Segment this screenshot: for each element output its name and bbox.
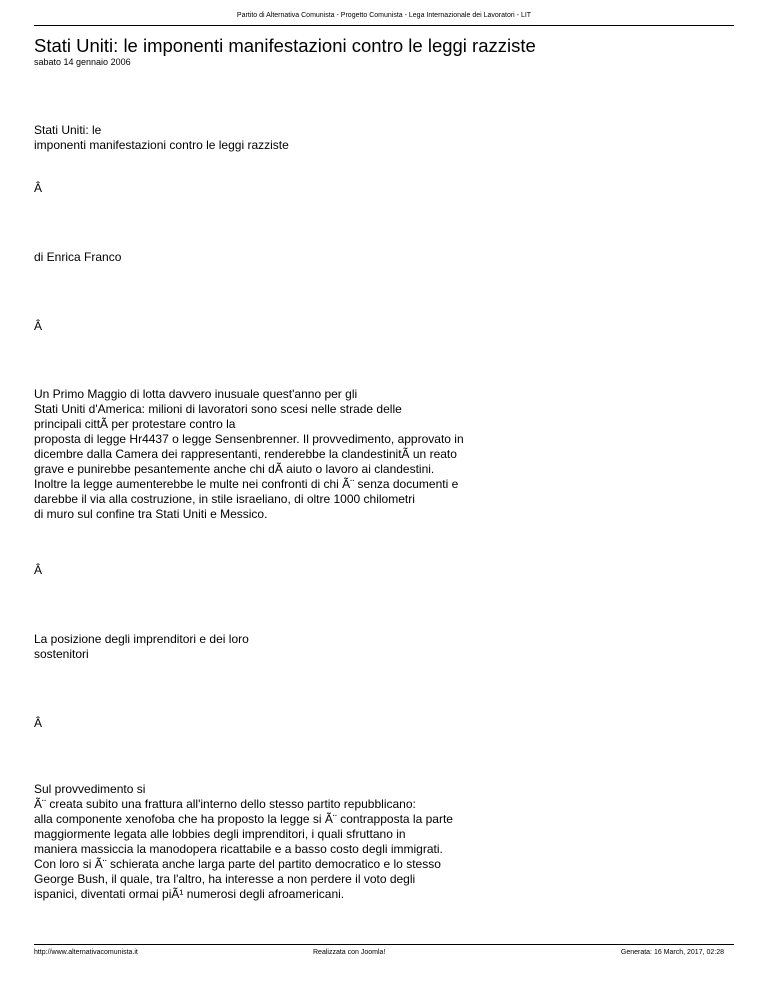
subtitle-line: Stati Uniti: le — [34, 123, 102, 137]
subtitle-line: imponenti manifestazioni contro le leggi razziste — [34, 138, 289, 152]
text-line: Sul provvedimento si — [34, 782, 146, 796]
text-line: Un Primo Maggio di lotta davvero inusuale quest'anno per gli — [34, 387, 358, 401]
text-line: maniera massiccia la manodopera ricattabile e a basso costo degli immigrati. — [34, 842, 443, 856]
text-line: proposta di legge Hr4437 o legge Sensenbrenner. Il provvedimento, approvato in — [34, 432, 464, 446]
text-line: maggiormente legata alle lobbies degli imprenditori, i quali sfruttano in — [34, 827, 406, 841]
text-line: dicembre dalla Camera dei rappresentanti, renderebbe la clandestinitÃ un reato — [34, 447, 457, 461]
footer-divider — [34, 944, 734, 945]
page-header: Partito di Alternativa Comunista - Progetto Comunista - Lega Internazionale dei Lavoratori - LIT — [236, 12, 532, 19]
footer-generated: Generata: 16 March, 2017, 02:28 — [620, 949, 724, 956]
footer-credit: Realizzata con Joomla! — [313, 949, 386, 956]
paragraph-2 — [34, 782, 594, 902]
article-title: Stati Uniti: le imponenti manifestazioni contro le leggi razziste — [34, 35, 536, 56]
article-date: sabato 14 gennaio 2006 — [34, 57, 131, 67]
text-line: Ã¨ creata subito una frattura all'interno dello stesso partito repubblicano: — [34, 797, 416, 811]
heading-line: sostenitori — [34, 647, 89, 661]
article-subtitle — [34, 123, 594, 153]
text-line: darebbe il via alla costruzione, in stile israeliano, di oltre 1000 chilometri — [34, 492, 415, 506]
article-author: di Enrica Franco — [34, 250, 122, 264]
text-line: Stati Uniti d'America: milioni di lavoratori sono scesi nelle strade delle — [34, 402, 402, 416]
text-line: ispanici, diventati ormai piÃ¹ numerosi degli afroamericani. — [34, 887, 345, 901]
text-line: principali cittÃ per protestare contro la — [34, 417, 236, 431]
header-divider — [34, 25, 734, 26]
text-line: grave e punirebbe pesantemente anche chi dÃ aiuto o lavoro ai clandestini. — [34, 462, 435, 476]
paragraph-1 — [34, 387, 594, 522]
text-line: George Bush, il quale, tra l'altro, ha interesse a non perdere il voto degli — [34, 872, 416, 886]
footer-url[interactable]: http://www.alternativacomunista.it — [34, 949, 138, 956]
section-heading — [34, 632, 594, 662]
stray-character: Â — [34, 319, 43, 333]
stray-character: Â — [34, 716, 43, 730]
text-line: di muro sul confine tra Stati Uniti e Messico. — [34, 507, 268, 521]
heading-line: La posizione degli imprenditori e dei loro — [34, 632, 249, 646]
text-line: Inoltre la legge aumenterebbe le multe nei confronti di chi Ã¨ senza documenti e — [34, 477, 459, 491]
stray-character: Â — [34, 563, 43, 577]
stray-character: Â — [34, 181, 43, 195]
text-line: alla componente xenofoba che ha proposto la legge si Ã¨ contrapposta la parte — [34, 812, 453, 826]
text-line: Con loro si Ã¨ schierata anche larga parte del partito democratico e lo stesso — [34, 857, 441, 871]
